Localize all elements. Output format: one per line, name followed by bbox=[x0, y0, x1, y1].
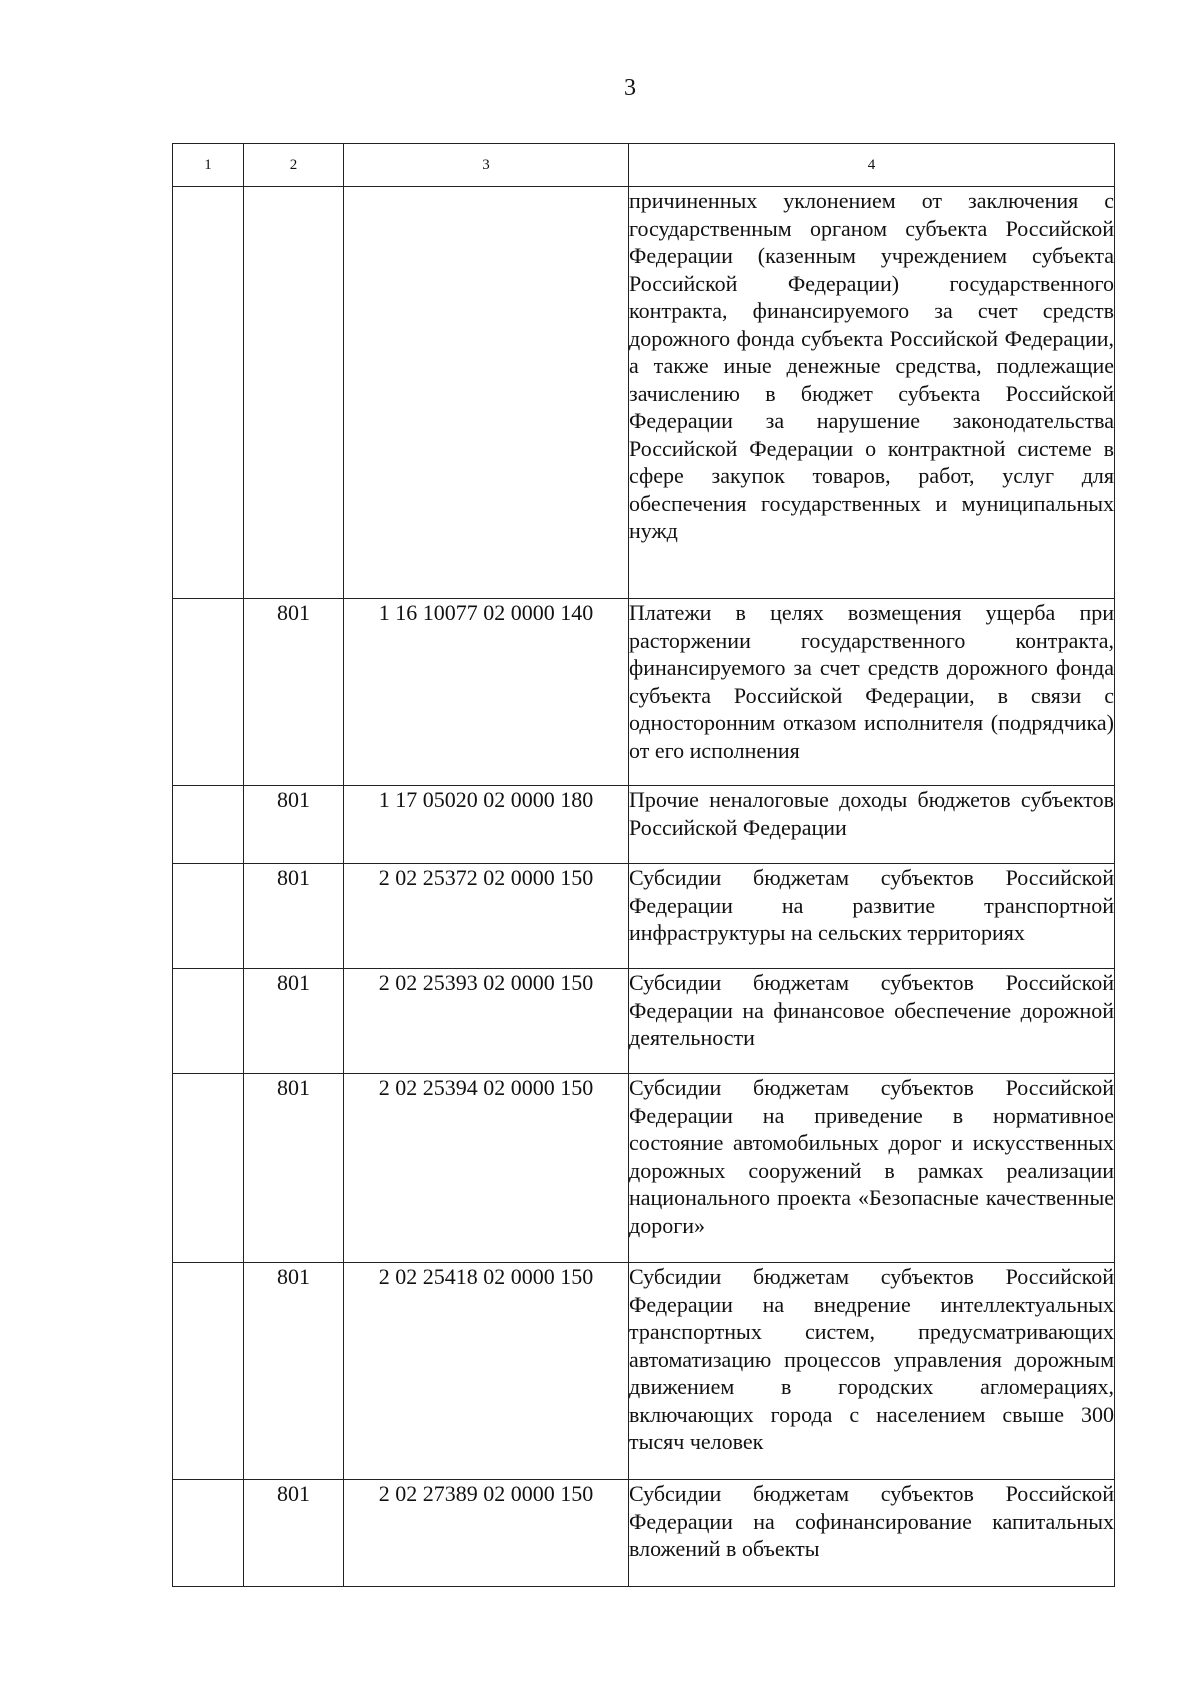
cell-revenue-code: 2 02 25372 02 0000 150 bbox=[344, 864, 629, 969]
cell-col1 bbox=[173, 786, 244, 864]
cell-col1 bbox=[173, 1074, 244, 1263]
header-col-3: 3 bbox=[344, 144, 629, 187]
cell-admin-code: 801 bbox=[244, 599, 344, 786]
cell-admin-code: 801 bbox=[244, 1263, 344, 1480]
cell-description: причиненных уклонением от заключения с государственным органом субъекта Российской Федерации (казенным учреждением субъекта Российской Федерации) государственного контракта, финансируемого за счет средств дорожного фонда субъекта Российской Федерации, а также иные денежные средства, подлежащие зачислению в бюджет субъекта Российской Федерации за нарушение законодательства Российской Федерации о контрактной системе в сфере закупок товаров, работ, услуг для обеспечения государственных и муниципальных нужд bbox=[629, 187, 1115, 599]
cell-col1 bbox=[173, 1263, 244, 1480]
cell-admin-code: 801 bbox=[244, 1480, 344, 1587]
cell-description: Субсидии бюджетам субъектов Российской Федерации на развитие транспортной инфраструктуры на сельских территориях bbox=[629, 864, 1115, 969]
cell-admin-code bbox=[244, 187, 344, 599]
cell-col1 bbox=[173, 969, 244, 1074]
cell-description: Платежи в целях возмещения ущерба при расторжении государственного контракта, финансируемого за счет средств дорожного фонда субъекта Российской Федерации, в связи с односторонним отказом исполнителя (подрядчика) от его исполнения bbox=[629, 599, 1115, 786]
cell-description: Субсидии бюджетам субъектов Российской Федерации на внедрение интеллектуальных транспортных систем, предусматривающих автоматизацию процессов управления дорожным движением в городских агломерациях, включающих города с населением свыше 300 тысяч человек bbox=[629, 1263, 1115, 1480]
table-header-row bbox=[173, 144, 1115, 187]
table-row bbox=[173, 969, 1115, 1074]
table-row bbox=[173, 599, 1115, 786]
table-row bbox=[173, 1480, 1115, 1587]
table-row bbox=[173, 1263, 1115, 1480]
cell-col1 bbox=[173, 864, 244, 969]
header-col-1: 1 bbox=[173, 144, 244, 187]
cell-revenue-code bbox=[344, 187, 629, 599]
cell-admin-code: 801 bbox=[244, 1074, 344, 1263]
cell-revenue-code: 1 17 05020 02 0000 180 bbox=[344, 786, 629, 864]
cell-col1 bbox=[173, 187, 244, 599]
budget-revenue-table bbox=[172, 143, 1115, 1587]
cell-description: Субсидии бюджетам субъектов Российской Федерации на приведение в нормативное состояние автомобильных дорог и искусственных дорожных сооружений в рамках реализации национального проекта «Безопасные качественные дороги» bbox=[629, 1074, 1115, 1263]
cell-revenue-code: 2 02 27389 02 0000 150 bbox=[344, 1480, 629, 1587]
cell-revenue-code: 2 02 25418 02 0000 150 bbox=[344, 1263, 629, 1480]
header-col-2: 2 bbox=[244, 144, 344, 187]
header-col-4: 4 bbox=[629, 144, 1115, 187]
table-row bbox=[173, 1074, 1115, 1263]
table-row bbox=[173, 864, 1115, 969]
table-row bbox=[173, 786, 1115, 864]
cell-description: Прочие неналоговые доходы бюджетов субъектов Российской Федерации bbox=[629, 786, 1115, 864]
cell-col1 bbox=[173, 1480, 244, 1587]
cell-admin-code: 801 bbox=[244, 786, 344, 864]
cell-col1 bbox=[173, 599, 244, 786]
cell-description: Субсидии бюджетам субъектов Российской Федерации на финансовое обеспечение дорожной деятельности bbox=[629, 969, 1115, 1074]
cell-admin-code: 801 bbox=[244, 969, 344, 1074]
cell-revenue-code: 1 16 10077 02 0000 140 bbox=[344, 599, 629, 786]
page-number: 3 bbox=[624, 75, 636, 101]
table-row bbox=[173, 187, 1115, 599]
cell-admin-code: 801 bbox=[244, 864, 344, 969]
cell-revenue-code: 2 02 25393 02 0000 150 bbox=[344, 969, 629, 1074]
cell-description: Субсидии бюджетам субъектов Российской Федерации на софинансирование капитальных вложений в объекты bbox=[629, 1480, 1115, 1587]
cell-revenue-code: 2 02 25394 02 0000 150 bbox=[344, 1074, 629, 1263]
